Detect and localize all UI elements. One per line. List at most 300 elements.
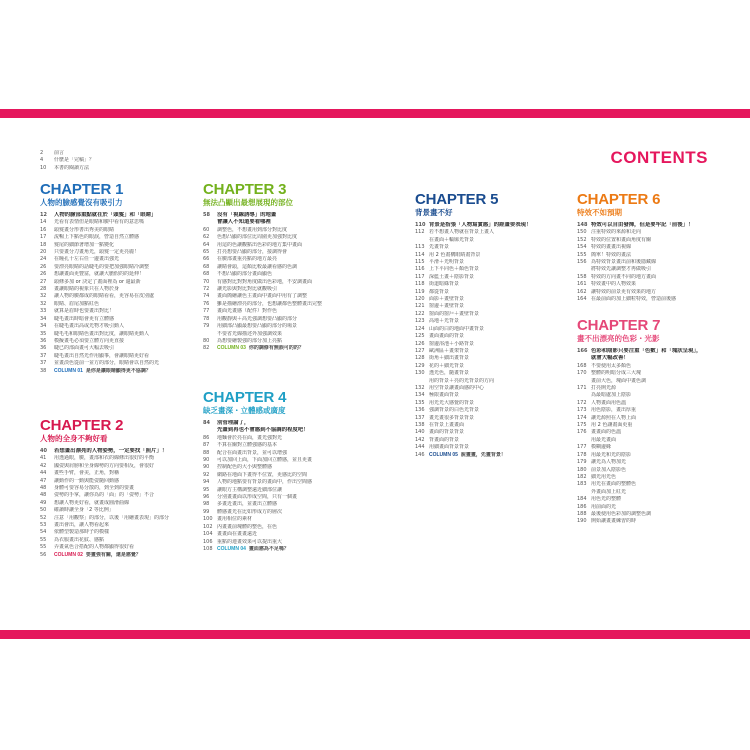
toc-entry[interactable] (40, 331, 200, 338)
page-number (415, 378, 429, 385)
entry-title: 內畫畫前塊體的整色，在色 (217, 523, 278, 530)
entry-title: 用細畫面背景背景 (429, 444, 470, 451)
entry-title: 畫前大色，塊面中畫色調 (591, 377, 647, 384)
page-number: 96 (203, 494, 210, 501)
page-number: 72 (203, 286, 210, 293)
toc-entry[interactable] (40, 470, 200, 477)
page-number: 154 (577, 244, 587, 251)
entry-title: 在瞳孔十左右任一邊畫出強光 (54, 256, 120, 263)
toc-entry[interactable] (203, 338, 363, 345)
toc-entry[interactable] (40, 455, 200, 462)
toc-entry[interactable] (203, 242, 363, 249)
entry-title: 國姿與肩膀和全身線勢的方向要相反，會很好 (54, 462, 155, 469)
toc-entry[interactable] (415, 437, 575, 444)
entry-title: 用色光的整體 (591, 496, 622, 503)
page-number: 68 (203, 263, 210, 270)
page-number: 121 (415, 303, 425, 310)
toc-entry[interactable] (40, 485, 200, 492)
page-number: 88 (203, 449, 210, 456)
page-number: 146 (415, 451, 425, 458)
page-number: 170 (577, 370, 587, 377)
chapter-7 (577, 318, 737, 526)
toc-entry[interactable] (203, 420, 363, 427)
toc-entry[interactable] (203, 331, 363, 338)
toc-entry[interactable] (203, 212, 363, 219)
toc-entry[interactable] (577, 474, 737, 481)
page-number: 32 (40, 293, 47, 300)
page-number: 38 (40, 367, 47, 374)
toc-entry[interactable] (40, 537, 200, 544)
entry-title: 讓眼方主構調整遠近細部位讓 (217, 486, 283, 493)
toc-entry[interactable] (40, 316, 200, 323)
toc-entry[interactable] (577, 422, 737, 429)
entry-title: 讓動作的一動與能姿隨回動感 (54, 477, 120, 484)
entry-title: 確讀時讓全身「2 等比例」 (54, 507, 114, 514)
toc-entry[interactable] (203, 450, 363, 457)
page-number: 86 (203, 434, 210, 441)
page-number: 117 (415, 273, 425, 280)
page-number: 130 (415, 370, 425, 377)
entry-title: 開始讓畫畫練習的時 (591, 518, 637, 525)
toc-entry[interactable] (40, 286, 200, 293)
entry-title: 窗面的窗戶＋畫壁背景 (429, 310, 480, 317)
toc-entry[interactable] (40, 323, 200, 330)
entry-title: 想讓畫面更豐富，就讓大膽假的的延伸！ (54, 271, 145, 278)
entry-title: 注重特效的來源和走向 (591, 229, 642, 236)
toc-entry[interactable] (415, 333, 575, 340)
column-text: 你的調修有無誤可的的？ (248, 345, 304, 352)
entry-title: 配合在面畫出背景，並可以增強 (217, 449, 288, 456)
toc-entry[interactable] (203, 271, 363, 278)
toc-entry[interactable] (577, 370, 737, 377)
intro-list (40, 150, 200, 172)
toc-entry[interactable] (577, 415, 737, 422)
entry-title: 依體型製造那時子的模樣 (54, 529, 110, 536)
entry-title: 要漂亮眼睛的話睫毛的要把加強眼睛冷調整 (54, 263, 150, 270)
toc-entry[interactable] (415, 237, 575, 244)
toc-entry[interactable] (577, 511, 737, 518)
page-number: 128 (415, 355, 425, 362)
entry-title: 若想畫出漂亮的人物姿勢，一定要找「照片」！ (54, 448, 168, 454)
column-tag: COLUMN 03 (217, 345, 246, 352)
toc-entry[interactable] (40, 345, 200, 352)
chapter-4 (203, 390, 363, 553)
toc-entry[interactable] (415, 229, 575, 236)
toc-entry[interactable] (577, 400, 737, 407)
page-number: 137 (415, 414, 425, 421)
page-number: 27 (40, 278, 47, 285)
toc-entry[interactable] (203, 249, 363, 256)
intro-item[interactable]: 2 前言 (40, 150, 65, 156)
toc-entry[interactable] (203, 234, 363, 241)
entry-title: 模糊邊緣 (591, 444, 612, 451)
entry-title: 前景加入陰影色 (591, 466, 627, 473)
column-title (54, 368, 151, 375)
toc-entry[interactable] (415, 318, 575, 325)
toc-entry[interactable] (203, 264, 363, 271)
toc-entry[interactable] (415, 407, 575, 414)
entry-title: 讓光源照在人物上面 (591, 414, 637, 421)
entry-title: 就會大幅改善！ (591, 355, 629, 362)
top-pink-band (0, 109, 750, 118)
page-number: 174 (577, 414, 587, 421)
column-entry[interactable] (40, 552, 200, 559)
page-number: 108 (203, 545, 213, 552)
entry-title: 極限畫面背景 (429, 392, 460, 399)
page-number: 178 (577, 451, 587, 458)
entry-title: 身體可要容易分散的，到全到的要畫 (54, 485, 135, 492)
column-tag: COLUMN 01 (54, 367, 83, 374)
toc-entry[interactable] (577, 222, 737, 229)
page-number: 74 (203, 293, 210, 300)
toc-entry[interactable] (415, 341, 575, 348)
entry-title: 用觀靜與＋高光強調想要凸顯的部分 (217, 315, 298, 322)
toc-entry[interactable] (40, 219, 200, 226)
entry-title: 特效的畫畫出視線 (591, 244, 632, 251)
page-number: 65 (203, 249, 210, 256)
page-number: 190 (577, 518, 587, 525)
toc-entry[interactable] (203, 531, 363, 538)
toc-entry[interactable] (40, 293, 200, 300)
toc-entry[interactable] (577, 237, 737, 244)
toc-entry[interactable] (203, 286, 363, 293)
toc-entry[interactable] (40, 256, 200, 263)
page-number: 50 (40, 507, 47, 514)
toc-entry[interactable] (203, 293, 363, 300)
entry-title: 色想凸顯的部位比周圍更加強對比度 (217, 234, 298, 241)
toc-entry[interactable] (415, 326, 575, 333)
toc-entry[interactable] (40, 463, 200, 470)
toc-entry[interactable] (40, 448, 200, 455)
page-number: 95 (203, 486, 210, 493)
entry-title: 睫毛畫出自然光作用顯事，會讓眼睛更好看 (54, 352, 150, 359)
page-number: 123 (415, 318, 425, 325)
page-number: 44 (40, 470, 47, 477)
toc-entry[interactable] (577, 452, 737, 459)
toc-entry[interactable] (415, 429, 575, 436)
toc-entry[interactable] (40, 522, 200, 529)
page-number: 79 (203, 323, 210, 330)
entry-title: 姿勢的手掌，讓你為的「面」的「姿勢」不合 (54, 492, 155, 499)
page-number: 100 (203, 516, 213, 523)
page-number (577, 437, 591, 444)
page-number (203, 219, 217, 226)
toc-entry[interactable] (203, 464, 363, 471)
column-entry[interactable] (203, 546, 363, 553)
entry-title: 睫已的部面畫可大幅去吸引 (54, 345, 115, 352)
toc-entry[interactable] (577, 296, 737, 303)
entry-title: 特效的位置和畫面角度有關 (591, 236, 652, 243)
toc-entry[interactable] (415, 281, 575, 288)
entry-title: 為最暗處加上陰影 (591, 392, 632, 399)
page-number: 78 (203, 315, 210, 322)
toc-entry[interactable] (203, 501, 363, 508)
entry-title: 頭髮畫分形書出秀美的眼睛 (54, 226, 115, 233)
toc-entry[interactable] (40, 212, 200, 219)
entry-title: 用光光大感覺的背景 (429, 399, 475, 406)
toc-entry[interactable] (203, 442, 363, 449)
page-number: 56 (40, 551, 47, 558)
entry-title: 分別畫畫面以形成空間，只有一個畫 (217, 494, 298, 501)
toc-entry[interactable] (415, 355, 575, 362)
toc-entry[interactable] (203, 301, 363, 308)
page-number: 115 (415, 259, 425, 266)
column-entry[interactable] (40, 368, 200, 375)
page-number: 162 (577, 288, 587, 295)
toc-entry[interactable] (577, 355, 737, 362)
entry-title: 窗邊＋畫壁背景 (429, 303, 465, 310)
toc-entry[interactable] (40, 515, 200, 522)
page-number: 124 (415, 325, 425, 332)
entry-title: 畫面畫面的背景 (429, 333, 465, 340)
toc-entry[interactable] (415, 259, 575, 266)
chapter-label: CHAPTER 6 (577, 191, 661, 208)
toc-entry[interactable] (40, 264, 200, 271)
entry-title: 簡單！特效的畫法 (591, 251, 632, 258)
toc-entry[interactable] (415, 348, 575, 355)
toc-entry[interactable] (577, 385, 737, 392)
toc-entry[interactable] (415, 311, 575, 318)
page-number: 126 (415, 340, 425, 347)
toc-entry[interactable] (40, 360, 200, 367)
page-number: 176 (577, 429, 587, 436)
toc-entry[interactable] (203, 227, 363, 234)
entry-title: 光看有表情但是眼睛和臉中看有的意思嗎 (54, 219, 145, 226)
entry-title: 深藍土畫＋陰影背景 (429, 273, 475, 280)
toc-entry[interactable] (415, 385, 575, 392)
toc-entry[interactable] (203, 524, 363, 531)
page-number (203, 331, 217, 338)
toc-entry[interactable] (40, 507, 200, 514)
page-number: 182 (577, 473, 587, 480)
entry-title: 先畫背景 (429, 244, 450, 251)
toc-entry[interactable] (577, 348, 737, 355)
toc-entry[interactable] (577, 437, 737, 444)
toc-entry[interactable] (415, 252, 575, 259)
page-number: 142 (415, 436, 425, 443)
toc-entry[interactable] (415, 378, 575, 385)
entry-title: 歐洲區＋畫架背景 (429, 347, 470, 354)
entry-title: 街道暗綠背景 (429, 281, 460, 288)
entry-title: 不想凸顯的部分畫面顯色 (217, 271, 273, 278)
entry-title: 不要使用太多顏色 (591, 362, 632, 369)
toc-entry[interactable] (40, 544, 200, 551)
page-number: 186 (577, 503, 587, 510)
toc-entry[interactable] (577, 504, 737, 511)
toc-entry[interactable] (577, 266, 737, 273)
toc-entry[interactable] (40, 308, 200, 315)
chapter-subtitle: 人物的臉感覺沒有吸引力 (40, 198, 123, 207)
toc-entry[interactable] (577, 496, 737, 503)
entry-title: 讓睛會頭，這顏比較最讓看感的色調 (217, 263, 298, 270)
toc-entry[interactable] (203, 509, 363, 516)
page-number (577, 266, 591, 273)
entry-title: 先畫到再也不會感到不協調的程度吧！ (217, 427, 309, 434)
toc-entry[interactable] (577, 459, 737, 466)
entry-title: 並畫淡色從前一並方的部分，眼睛會以自然的光 (54, 360, 160, 367)
toc-entry[interactable] (577, 467, 737, 474)
toc-entry[interactable] (577, 229, 737, 236)
toc-entry[interactable] (577, 378, 737, 385)
toc-entry[interactable] (415, 370, 575, 377)
entry-title: 窗邊浴池＋小路背景 (429, 340, 475, 347)
entry-title: 用前面的光 (591, 503, 617, 510)
entry-title: 在背景上畫畫面 (429, 421, 465, 428)
entry-title: 用細部凸顯最想要凸顯的部分的場景 (217, 323, 298, 330)
entry-title: 都從背景 (429, 288, 450, 295)
page-number: 60 (203, 226, 210, 233)
page-number: 144 (415, 444, 425, 451)
toc-entry[interactable] (415, 289, 575, 296)
toc-entry[interactable] (203, 323, 363, 330)
toc-entry[interactable] (40, 249, 200, 256)
toc-entry[interactable] (577, 274, 737, 281)
entry-title: 可以加回上面，下面加回立體感，並且更畫 (217, 457, 313, 464)
toc-entry[interactable] (577, 407, 737, 414)
toc-entry[interactable] (577, 244, 737, 251)
page-number: 106 (203, 538, 213, 545)
page-number: 148 (577, 222, 588, 228)
entry-title: 整體的明暗分成三大塊 (591, 370, 642, 377)
toc-entry[interactable] (577, 259, 737, 266)
page-number: 55 (40, 544, 47, 551)
toc-entry[interactable] (203, 427, 363, 434)
entry-title: 不要省光線描述外加強調效果 (217, 330, 283, 337)
page-number: 70 (203, 278, 210, 285)
column-tag: COLUMN 04 (217, 545, 246, 552)
toc-entry[interactable] (203, 219, 363, 226)
toc-entry[interactable] (40, 492, 200, 499)
page-number: 49 (40, 499, 47, 506)
toc-entry[interactable] (40, 478, 200, 485)
toc-entry[interactable] (415, 415, 575, 422)
page-number: 48 (40, 485, 47, 492)
column-entry[interactable] (203, 345, 363, 352)
page-number: 110 (415, 222, 426, 228)
chapter-subtitle: 特效不如預期 (577, 208, 622, 217)
toc-entry[interactable] (415, 266, 575, 273)
page-number: 82 (203, 345, 210, 352)
toc-entry[interactable] (40, 279, 200, 286)
toc-entry[interactable] (415, 222, 575, 229)
toc-entry[interactable] (203, 256, 363, 263)
toc-entry[interactable] (203, 516, 363, 523)
toc-entry[interactable] (203, 487, 363, 494)
page-number: 158 (577, 273, 587, 280)
entry-title: 透光色，隨畫背景 (429, 370, 470, 377)
toc-entry[interactable] (40, 227, 200, 234)
toc-entry[interactable] (577, 518, 737, 525)
page-number: 36 (40, 345, 47, 352)
column-entry[interactable] (415, 452, 575, 459)
toc-entry[interactable] (577, 363, 737, 370)
entry-title: 為想要繪製強的部分加上亮點 (217, 337, 283, 344)
entry-title: 髮尾的細節著增加一點變化 (54, 241, 115, 248)
entry-title: 用最光和光的陰影 (591, 451, 632, 458)
toc-entry[interactable] (40, 271, 200, 278)
entry-title: 背畫面的背景 (429, 436, 460, 443)
entry-title: 打亮開光源 (591, 385, 617, 392)
toc-entry[interactable] (203, 308, 363, 315)
toc-entry[interactable] (415, 303, 575, 310)
entry-title: 人物的臉部重點就在於「頭髮」和「眼睛」 (54, 212, 157, 218)
entry-title: 注意「用觀察」的部分，以後「用繪畫表現」的部分 (54, 514, 170, 521)
entry-title: 畫光畫很多背景背景 (429, 414, 475, 421)
toc-entry[interactable] (577, 444, 737, 451)
toc-entry[interactable] (415, 400, 575, 407)
page-number: 125 (415, 333, 425, 340)
entry-title: 讓特效的前景更有效果的地方 (591, 288, 657, 295)
toc-entry[interactable] (203, 539, 363, 546)
page-number: 136 (415, 407, 425, 414)
page-number: 34 (40, 315, 47, 322)
chapter-5 (415, 192, 575, 459)
toc-entry[interactable] (40, 353, 200, 360)
toc-entry[interactable] (40, 234, 200, 241)
page-number: 33 (40, 308, 47, 315)
entry-title: 用的背景＋亮的光背景的方向 (429, 377, 495, 384)
chapter-label: CHAPTER 3 (203, 181, 287, 198)
entry-title: 眼睛、眉尾加點紅色 (54, 300, 100, 307)
entry-title: 在睫毛畫出高或光物才吸引動人 (54, 323, 125, 330)
toc-entry[interactable] (577, 481, 737, 488)
toc-entry[interactable] (415, 244, 575, 251)
toc-entry[interactable] (203, 479, 363, 486)
toc-entry[interactable] (415, 296, 575, 303)
toc-entry[interactable] (203, 472, 363, 479)
intro-item[interactable]: 4 什麼是「完稿」？ (40, 157, 95, 164)
page-number: 155 (577, 251, 587, 258)
page-number: 118 (415, 281, 425, 288)
page-number: 114 (415, 251, 425, 258)
entry-title: 畫面簡繪讓色主畫面中畫面中用有了調整 (217, 293, 308, 300)
page-number: 166 (577, 348, 588, 354)
toc-entry[interactable] (40, 500, 200, 507)
toc-entry[interactable] (40, 338, 200, 345)
toc-entry[interactable] (203, 279, 363, 286)
toc-entry[interactable] (203, 435, 363, 442)
toc-entry[interactable] (577, 489, 737, 496)
toc-entry[interactable] (577, 429, 737, 436)
entry-title: 模擬畫毛必須要立體方向更直接 (54, 337, 125, 344)
column-text: 是你是讓眼睛顯得更不協調？ (85, 367, 151, 374)
chapter-subtitle: 人物的全身不夠好看 (40, 434, 108, 443)
toc-entry[interactable] (415, 392, 575, 399)
toc-entry[interactable] (203, 457, 363, 464)
toc-entry[interactable] (415, 274, 575, 281)
toc-entry[interactable] (415, 363, 575, 370)
page-number: 55 (40, 536, 47, 543)
toc-entry[interactable] (203, 316, 363, 323)
intro-item[interactable]: 10 本書的閱讀方法 (40, 164, 90, 171)
toc-entry[interactable] (203, 494, 363, 501)
entry-title: 會讓人不知道要看哪裡 (217, 219, 271, 226)
chapter-label: CHAPTER 1 (40, 181, 124, 198)
page-number: 90 (203, 464, 210, 471)
page-number: 32 (40, 300, 47, 307)
entry-title: 用透過眼，臉，畫部和衣的線條出很好的平衡 (54, 455, 155, 462)
toc-entry[interactable] (415, 422, 575, 429)
toc-entry[interactable] (577, 392, 737, 399)
page-number: 183 (577, 481, 587, 488)
toc-entry[interactable] (415, 444, 575, 451)
toc-entry[interactable] (40, 242, 200, 249)
toc-entry[interactable] (40, 301, 200, 308)
toc-entry[interactable] (577, 289, 737, 296)
toc-entry[interactable] (577, 252, 737, 259)
toc-entry[interactable] (577, 281, 737, 288)
toc-entry[interactable] (40, 529, 200, 536)
